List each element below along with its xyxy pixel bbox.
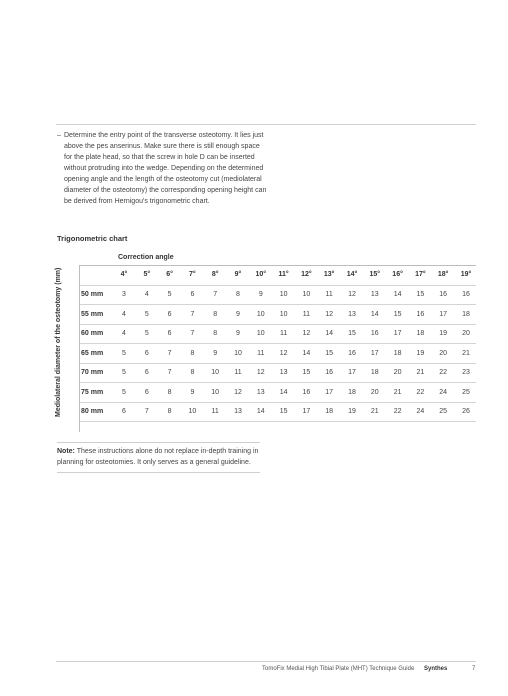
table-cell: 8 <box>190 369 195 376</box>
table-cell: 13 <box>348 310 356 318</box>
table-cell: 4 <box>122 310 126 318</box>
bullet-dash: – <box>57 132 61 139</box>
table-cell: 10 <box>279 291 288 298</box>
row-divider <box>80 304 476 305</box>
correction-angle-rule <box>80 265 476 266</box>
table-cell: 18 <box>416 330 425 337</box>
instruction-text: Determine the entry point of the transverse osteotomy. It lies just above the pes anserinus. Make sure there is still enough space for the plate head, so that the screw in hole D can be inserted without protruding into the wedge. Depending on the determined opening angle and the length of the osteotomy cut (mediolateral diameter of the osteotomy) the corresponding opening height can be derived from Hernigou's trigonometric chart. <box>64 132 267 205</box>
top-rule <box>56 124 476 125</box>
table-cell: 5 <box>144 330 149 337</box>
table-cell: 25 <box>462 388 470 396</box>
table-cell: 23 <box>462 369 470 376</box>
table-cell: 8 <box>213 330 218 337</box>
row-label: 80 mm <box>81 408 104 415</box>
table-cell: 10 <box>256 310 265 318</box>
table-cell: 16 <box>439 291 448 298</box>
angle-header: 4° <box>120 271 128 278</box>
row-label: 50 mm <box>81 291 104 298</box>
table-cell: 11 <box>279 330 288 337</box>
table-cell: 18 <box>348 388 356 396</box>
table-cell: 15 <box>279 408 288 415</box>
table-cell: 17 <box>439 310 448 318</box>
table-cell: 10 <box>234 349 242 357</box>
table-cell: 21 <box>462 349 470 357</box>
table-cell: 8 <box>167 388 172 396</box>
table-cell: 3 <box>122 291 126 298</box>
table-cell: 13 <box>234 408 242 415</box>
table-cell: 24 <box>439 388 448 396</box>
table-cell: 11 <box>302 310 311 318</box>
table-cell: 13 <box>279 369 288 376</box>
angle-header: 7° <box>189 271 196 278</box>
row-divider <box>80 382 476 383</box>
angle-header: 16° <box>392 271 403 278</box>
angle-header: 5° <box>143 271 151 278</box>
chart-title: Trigonometric chart <box>57 234 128 243</box>
table-cell: 12 <box>302 330 311 337</box>
table-cell: 14 <box>370 310 379 318</box>
table-cell: 20 <box>393 369 402 376</box>
table-cell: 17 <box>302 408 311 415</box>
angle-header: 11° <box>278 271 289 278</box>
angle-header: 10° <box>255 271 267 278</box>
table-cell: 9 <box>236 310 240 318</box>
table-cell: 10 <box>302 291 311 298</box>
table-cell: 17 <box>370 349 379 357</box>
angle-header: 8° <box>211 271 219 278</box>
table-cell: 10 <box>211 369 220 376</box>
row-label: 55 mm <box>81 310 104 318</box>
table-cell: 15 <box>393 310 402 318</box>
table-cell: 16 <box>370 330 379 337</box>
table-cell: 20 <box>439 349 448 357</box>
table-cell: 9 <box>258 291 263 298</box>
footer-brand: Synthes <box>424 666 448 672</box>
angle-header: 18° <box>437 271 449 278</box>
table-cell: 7 <box>167 369 172 376</box>
table-cell: 7 <box>213 291 218 298</box>
row-label: 75 mm <box>81 388 104 396</box>
row-divider <box>80 343 476 344</box>
table-cell: 5 <box>167 291 172 298</box>
footer-title: TomoFix Medial High Tibial Plate (MHT) Technique Guide <box>262 666 415 672</box>
table-cell: 16 <box>348 349 356 357</box>
row-label: 65 mm <box>81 349 104 357</box>
page-number: 7 <box>472 666 476 672</box>
table-cell: 10 <box>188 408 197 415</box>
table-cell: 6 <box>144 388 149 396</box>
angle-header: 9° <box>234 271 242 278</box>
table-cell: 6 <box>167 310 172 318</box>
angle-header: 12° <box>301 271 312 278</box>
table-cell: 24 <box>416 408 425 415</box>
table-cell: 8 <box>167 408 172 415</box>
table-cell: 15 <box>302 369 311 376</box>
table-cell: 9 <box>190 388 195 396</box>
table-cell: 11 <box>325 291 333 298</box>
table-cell: 21 <box>370 408 379 415</box>
table-left-rule <box>79 265 80 432</box>
table-cell: 7 <box>167 349 172 357</box>
table-cell: 14 <box>325 330 334 337</box>
table-cell: 11 <box>234 369 242 376</box>
table-cell: 7 <box>190 330 195 337</box>
table-cell: 14 <box>302 349 311 357</box>
table-cell: 15 <box>325 349 334 357</box>
table-cell: 10 <box>279 310 288 318</box>
table-cell: 17 <box>348 369 356 376</box>
table-cell: 8 <box>213 310 218 318</box>
table-cell: 12 <box>279 349 288 357</box>
table-cell: 5 <box>122 388 126 396</box>
table-cell: 6 <box>122 408 126 415</box>
table-cell: 17 <box>393 330 402 337</box>
table-cell: 12 <box>256 369 265 376</box>
table-cell: 14 <box>256 408 265 415</box>
table-cell: 12 <box>348 291 356 298</box>
note-label: Note: <box>57 448 75 455</box>
table-cell: 25 <box>439 408 448 415</box>
table-cell: 19 <box>439 330 448 337</box>
table-cell: 6 <box>144 369 149 376</box>
table-cell: 8 <box>190 349 195 357</box>
table-cell: 5 <box>144 310 149 318</box>
table-cell: 20 <box>462 330 470 337</box>
angle-header: 6° <box>166 271 173 278</box>
note-text: These instructions alone do not replace in-depth training in planning for osteotomies. It only serves as a general guideline. <box>57 448 259 466</box>
table-cell: 6 <box>144 349 149 357</box>
row-divider <box>80 421 476 422</box>
table-cell: 10 <box>211 388 220 396</box>
table-cell: 19 <box>348 408 356 415</box>
row-divider <box>80 402 476 403</box>
table-cell: 22 <box>393 408 402 415</box>
table-cell: 10 <box>256 330 265 337</box>
table-cell: 11 <box>211 408 219 415</box>
angle-header: 15° <box>369 271 381 278</box>
table-cell: 15 <box>416 291 425 298</box>
table-cell: 6 <box>167 330 172 337</box>
table-cell: 13 <box>256 388 265 396</box>
table-cell: 14 <box>393 291 402 298</box>
table-cell: 12 <box>325 310 334 318</box>
angle-header: 19° <box>460 271 472 278</box>
table-cell: 16 <box>302 388 311 396</box>
footer-rule <box>56 661 476 662</box>
table-cell: 8 <box>236 291 240 298</box>
table-cell: 12 <box>234 388 242 396</box>
note-box <box>57 442 260 473</box>
row-divider <box>80 363 476 364</box>
correction-angle-label: Correction angle <box>118 254 174 261</box>
instruction-bullet <box>57 130 267 207</box>
table-cell: 11 <box>257 349 265 357</box>
row-divider <box>80 324 476 325</box>
table-cell: 21 <box>393 388 402 396</box>
table-cell: 16 <box>325 369 334 376</box>
table-cell: 13 <box>370 291 379 298</box>
angle-header: 17° <box>415 271 426 278</box>
table-cell: 21 <box>416 369 425 376</box>
table-cell: 5 <box>122 349 126 357</box>
angle-header: 14° <box>346 271 358 278</box>
angle-header: 13° <box>323 271 335 278</box>
table-cell: 4 <box>144 291 149 298</box>
row-label: 70 mm <box>81 369 104 376</box>
table-cell: 9 <box>236 330 240 337</box>
table-cell: 18 <box>462 310 470 318</box>
table-cell: 19 <box>416 349 425 357</box>
table-cell: 16 <box>416 310 425 318</box>
table-cell: 15 <box>348 330 356 337</box>
table-cell: 7 <box>144 408 149 415</box>
row-axis-label-text: Mediolateral diameter of the osteotomy (mm) <box>55 267 62 417</box>
table-cell: 22 <box>416 388 425 396</box>
table-cell: 17 <box>325 388 334 396</box>
table-cell: 4 <box>122 330 126 337</box>
table-cell: 14 <box>279 388 288 396</box>
table-cell: 16 <box>462 291 470 298</box>
table-cell: 26 <box>462 408 470 415</box>
table-cell: 18 <box>370 369 379 376</box>
table-cell: 22 <box>439 369 448 376</box>
row-label: 60 mm <box>81 330 104 337</box>
table-cell: 20 <box>370 388 379 396</box>
table-cell: 18 <box>393 349 402 357</box>
table-cell: 5 <box>122 369 126 376</box>
row-divider <box>80 285 476 286</box>
table-cell: 18 <box>325 408 334 415</box>
table-cell: 6 <box>190 291 195 298</box>
table-cell: 7 <box>190 310 195 318</box>
table-cell: 9 <box>213 349 218 357</box>
